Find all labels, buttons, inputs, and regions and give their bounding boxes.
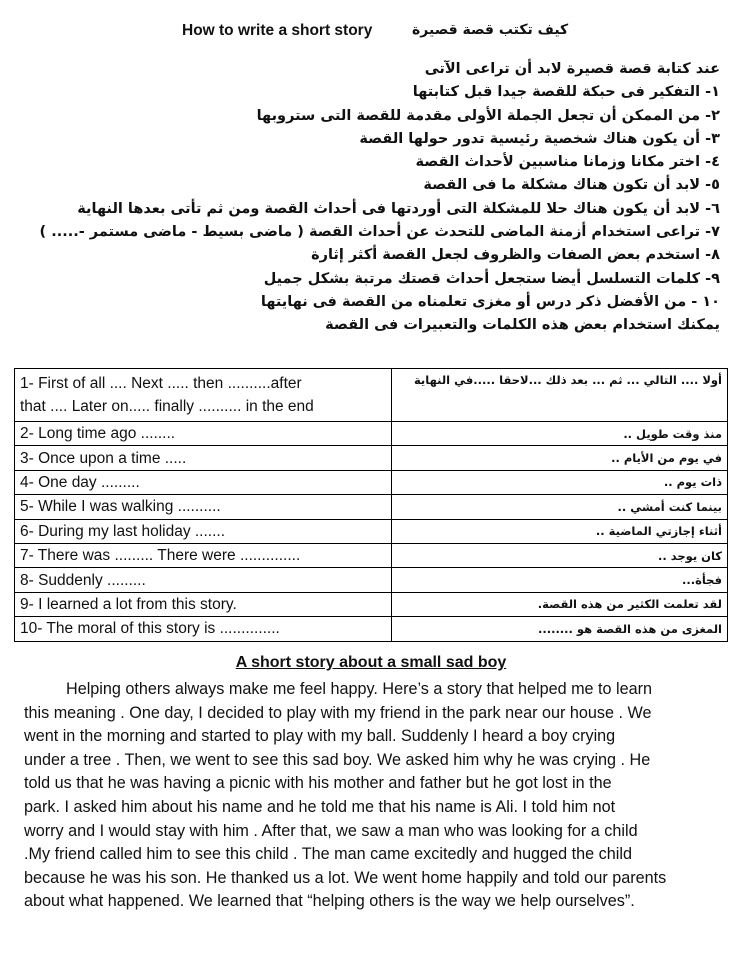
tips-intro: عند كتابة قصة قصيرة لابد أن تراعى الآتى <box>424 61 720 77</box>
phrase-english: 8- Suddenly ......... <box>15 568 392 592</box>
phrase-arabic: المغزى من هذه القصة هو ........ <box>392 617 728 641</box>
tip-item: ٢- من الممكن أن تجعل الجملة الأولى مقدمة للقصة التى ستروبها <box>256 107 720 124</box>
phrase-arabic: كان يوجد .. <box>392 543 728 567</box>
tip-item: ٦- لابد أن يكون هناك حلا للمشكلة التى أوردتها فى أحداث القصة ومن ثم تأتى بعدها النهاية <box>77 200 720 217</box>
phrase-english-line: that .... Later on..... finally .......... in the end <box>20 398 314 415</box>
tip-item: ٥- لابد أن تكون هناك مشكلة ما فى القصة <box>423 177 720 194</box>
phrase-english-line: 1- First of all .... Next ..... then ..........after <box>20 375 302 392</box>
phrase-english: 9- I learned a lot from this story. <box>15 592 392 616</box>
tip-item: ٣- أن يكون هناك شخصية رئيسية تدور حولها القصة <box>359 130 720 147</box>
tip-item: ٩- كلمات التسلسل أيضا ستجعل أحداث قصتك مرتبة بشكل جميل <box>263 270 720 287</box>
phrase-english: 2- Long time ago ........ <box>15 422 392 446</box>
story-line: .My friend called him to see this child . The man came excitedly and hugged the child <box>24 845 632 864</box>
phrase-arabic: ذات يوم .. <box>392 470 728 494</box>
story-line: worry and I would stay with him . After that, we saw a man who was looking for a child <box>24 821 638 840</box>
story-title: A short story about a small sad boy <box>235 654 507 671</box>
story-line: went in the morning and started to play with my ball. Suddenly I heard a boy crying <box>24 727 616 746</box>
phrase-arabic: بينما كنت أمشي .. <box>392 495 728 519</box>
phrase-english: 6- During my last holiday ....... <box>15 519 392 543</box>
phrase-english: 5- While I was walking .......... <box>15 495 392 519</box>
story-line: under a tree . Then, we went to see this sad boy. We asked him why he was crying . He <box>24 750 651 769</box>
phrase-english: 4- One day ......... <box>15 470 392 494</box>
table-row <box>15 543 728 567</box>
tip-item: ١- التفكير فى حبكة للقصة جيدا قبل كتابتها <box>412 84 720 101</box>
story-line: park. I asked him about his name and he told me that his name is Ali. I told him not <box>24 797 616 816</box>
table-row <box>15 617 728 641</box>
phrase-english: 3- Once upon a time ..... <box>15 446 392 470</box>
page-header <box>0 22 742 44</box>
tip-item: ٤- اختر مكانا وزمانا مناسبين لأحداث القصة <box>415 154 720 171</box>
phrase-arabic: لقد تعلمت الكثير من هذه القصة. <box>392 592 728 616</box>
tips-outro: يمكنك استخدام بعض هذه الكلمات والتعبيرات فى القصة <box>325 317 720 334</box>
writing-tips-list <box>20 58 720 338</box>
phrases-table <box>14 368 728 642</box>
phrase-english: 10- The moral of this story is .............. <box>15 617 392 641</box>
tip-item: ٧- تراعى استخدام أزمنة الماضى للتحدث عن أحداث القصة ( ماضى بسيط - ماضى مستمر -..... ) <box>39 224 720 241</box>
story-line: Helping others always make me feel happy. Here’s a story that helped me to learn <box>66 680 653 698</box>
phrase-english: 7- There was ......... There were .............. <box>15 543 392 567</box>
phrase-english <box>15 369 392 422</box>
tip-item: ٨- استخدم بعض الصفات والظروف لجعل القصة أكثر إثارة <box>311 247 720 264</box>
story-line: told us that he was having a picnic with his mother and father but he got lost in the <box>24 774 612 793</box>
table-row <box>15 568 728 592</box>
table-row <box>15 369 728 422</box>
story-line: about what happened. We learned that “helping others is the way we help ourselves”. <box>24 892 635 911</box>
story-line: this meaning . One day, I decided to play with my friend in the park near our house . We <box>24 703 652 722</box>
table-row <box>15 519 728 543</box>
table-row <box>15 470 728 494</box>
phrase-arabic: منذ وقت طويل .. <box>392 422 728 446</box>
story-line: because he was his son. He thanked us a lot. We went home happily and told our parents <box>24 868 667 887</box>
table-row <box>15 495 728 519</box>
table-row <box>15 592 728 616</box>
table-row <box>15 446 728 470</box>
phrase-arabic: أثناء إجازتي الماضية .. <box>392 519 728 543</box>
title-arabic: كيف تكتب قصة قصيرة <box>412 22 569 38</box>
story-body <box>24 678 724 914</box>
title-english: How to write a short story <box>182 22 373 39</box>
phrase-arabic: في يوم من الأيام .. <box>392 446 728 470</box>
phrase-arabic: فجأة... <box>392 568 728 592</box>
tip-item: ١٠ - من الأفضل ذكر درس أو مغزى تعلمناه من القصة فى نهايتها <box>260 293 720 310</box>
phrase-arabic: أولا .... التالي ... ثم ... بعد ذلك ...لاحقا .....في النهاية <box>392 369 728 422</box>
table-row <box>15 422 728 446</box>
